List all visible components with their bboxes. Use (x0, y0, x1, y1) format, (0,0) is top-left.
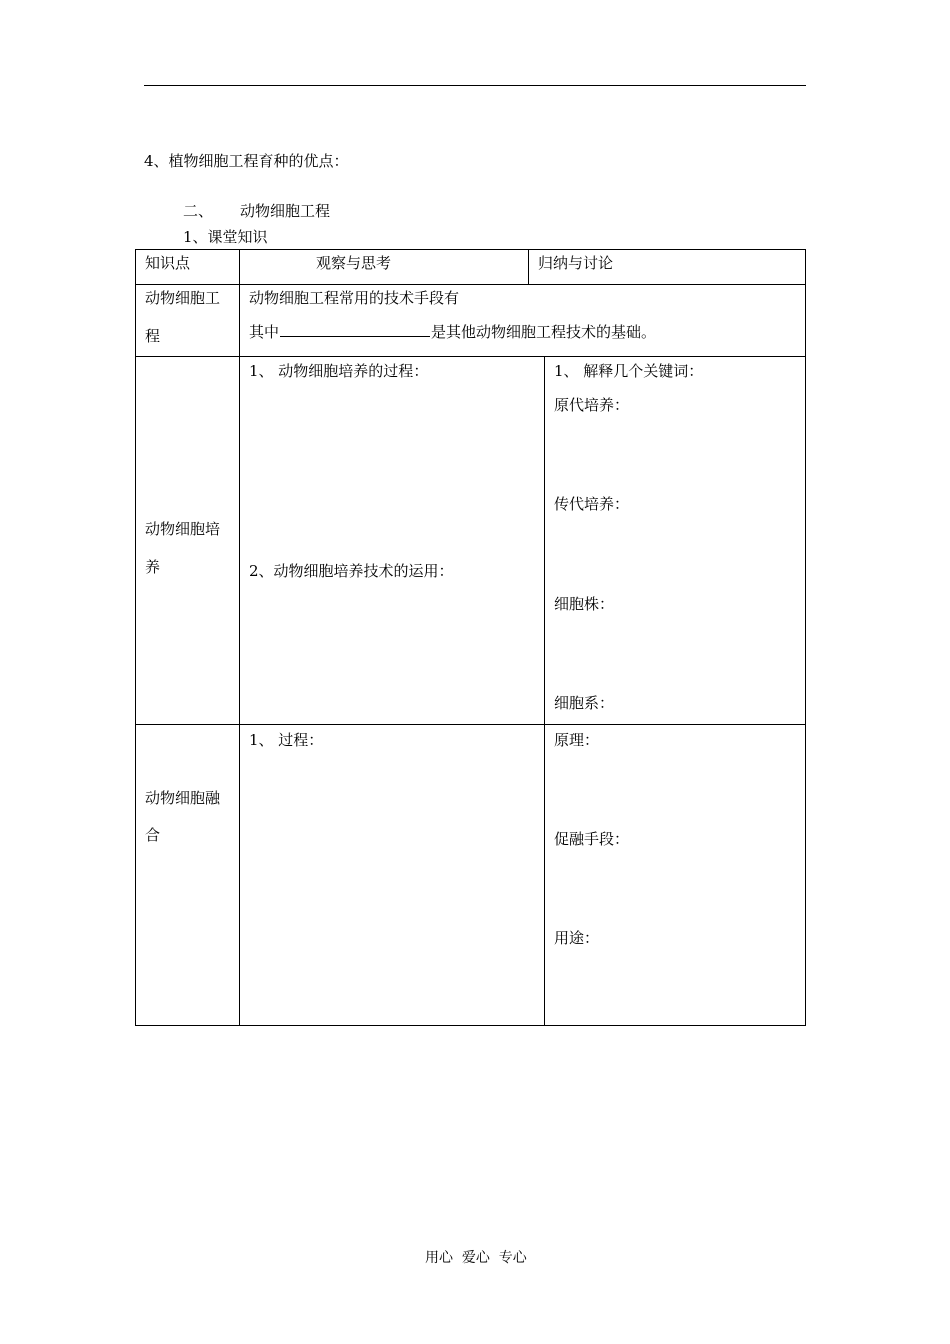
table-col-divider-header (528, 249, 529, 285)
fill-in-blank[interactable] (280, 322, 430, 337)
term-cell-strain: 细胞株： (554, 595, 615, 613)
top-note: 4、植物细胞工程育种的优点： (144, 152, 349, 170)
term-principle: 原理： (554, 731, 600, 749)
term-fusion-methods: 促融手段： (554, 830, 630, 848)
table-border-bottom (135, 1025, 806, 1026)
row3-observe-1: 1、 过程： (249, 731, 324, 749)
section-number: 二、 (183, 202, 214, 220)
table-col-divider-2 (544, 356, 545, 1026)
row1-label-line1: 动物细胞工 (145, 289, 221, 307)
table-border-right (805, 249, 806, 1026)
header-knowledge: 知识点 (145, 254, 191, 272)
row1-label-line2: 程 (145, 327, 161, 345)
row1-text-before-blank: 其中 (249, 323, 280, 341)
row1-text-line1: 动物细胞工程常用的技术手段有 (249, 289, 460, 307)
table-border-top (135, 249, 806, 250)
table-rule-row1 (135, 356, 806, 357)
term-subculture: 传代培养： (554, 495, 630, 513)
header-observe: 观察与思考 (316, 254, 392, 272)
row2-label-line1: 动物细胞培 (145, 520, 221, 538)
row3-label-line1: 动物细胞融 (145, 789, 221, 807)
row2-observe-2: 2、动物细胞培养技术的运用： (249, 562, 454, 580)
subsection-title: 1、课堂知识 (183, 228, 268, 246)
term-primary-culture: 原代培养： (554, 396, 630, 414)
row2-discuss-title: 1、 解释几个关键词： (554, 362, 704, 380)
header-rule (144, 85, 806, 86)
row2-label-line2: 养 (145, 558, 161, 576)
table-rule-row2 (135, 724, 806, 725)
row2-observe-1: 1、 动物细胞培养的过程： (249, 362, 429, 380)
table-border-left (135, 249, 136, 1026)
page-footer: 用心 爱心 专心 (425, 1250, 527, 1266)
section-title: 动物细胞工程 (240, 202, 331, 220)
table-rule-header (135, 284, 806, 285)
row1-text-after-blank: 是其他动物细胞工程技术的基础。 (431, 323, 657, 341)
term-cell-line: 细胞系： (554, 694, 615, 712)
table-col-divider-1 (239, 249, 240, 1026)
row1-text-line2 (249, 322, 656, 341)
term-uses: 用途： (554, 929, 600, 947)
row3-label-line2: 合 (145, 826, 161, 844)
header-discuss: 归纳与讨论 (538, 254, 614, 272)
